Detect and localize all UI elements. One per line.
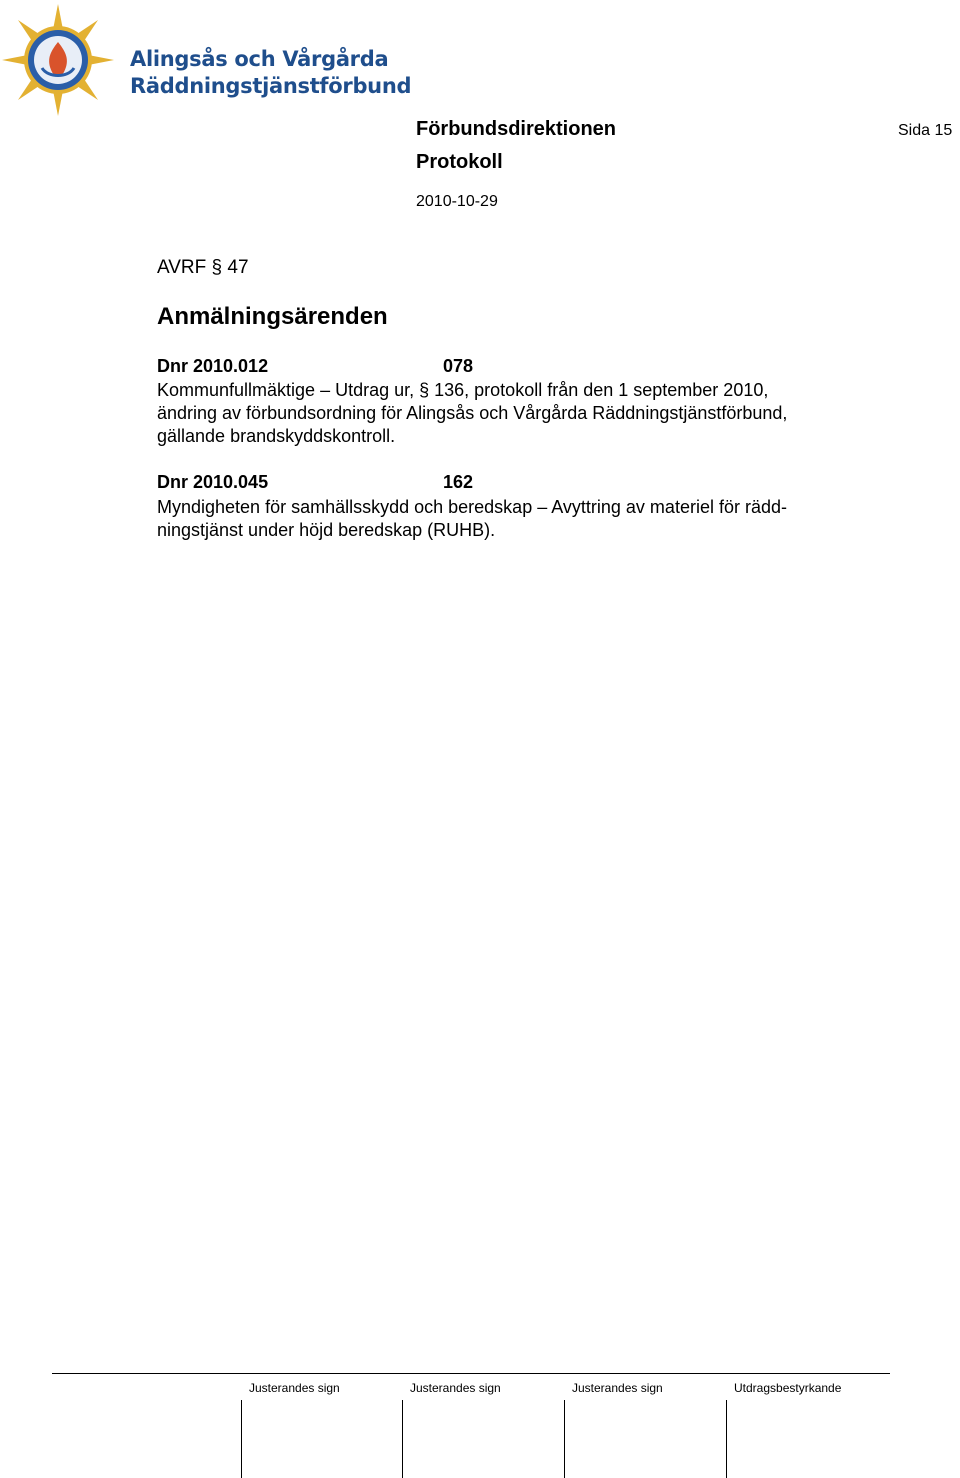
paragraph-reference: AVRF § 47 (157, 257, 249, 278)
item-2-number: 162 (443, 472, 474, 492)
signature-box-divider (564, 1400, 565, 1478)
organization-name-line1: Alingsås och Vårgårda (130, 47, 389, 71)
footer-divider (52, 1373, 890, 1374)
item-2-dnr: Dnr 2010.045 (157, 472, 269, 492)
organization-name-line2: Räddningstjänstförbund (130, 74, 412, 98)
signature-label-2: Justerandes sign (410, 1381, 501, 1395)
item-1-line: gällande brandskyddskontroll. (157, 426, 396, 446)
item-2-line: Myndigheten för samhällsskydd och beredskap – Avyttring av materiel för rädd- (157, 497, 787, 517)
item-1-line: ändring av förbundsordning för Alingsås och Vårgårda Räddningstjänstförbund, (157, 403, 788, 423)
logo-emblem-icon (0, 0, 120, 118)
document-type: Protokoll (416, 151, 503, 173)
signature-label-3: Justerandes sign (572, 1381, 663, 1395)
item-1-description (157, 379, 877, 448)
document-title: Förbundsdirektionen (416, 118, 616, 140)
item-1-number: 078 (443, 356, 474, 376)
signature-label-1: Justerandes sign (249, 1381, 340, 1395)
item-1-dnr: Dnr 2010.012 (157, 356, 269, 376)
item-1-line: Kommunfullmäktige – Utdrag ur, § 136, protokoll från den 1 september 2010, (157, 380, 769, 400)
item-1-diary-number-row (157, 356, 474, 377)
item-2-description (157, 496, 877, 542)
signature-box-divider (241, 1400, 242, 1478)
page-number: Sida 15 (898, 122, 953, 139)
document-date: 2010-10-29 (416, 193, 498, 210)
item-2-line: ningstjänst under höjd beredskap (RUHB). (157, 520, 496, 540)
item-2-diary-number-row (157, 472, 474, 493)
signature-box-divider (726, 1400, 727, 1478)
section-heading: Anmälningsärenden (157, 303, 388, 330)
organization-name (130, 46, 411, 100)
signature-box-divider (402, 1400, 403, 1478)
certification-label: Utdragsbestyrkande (734, 1381, 842, 1395)
